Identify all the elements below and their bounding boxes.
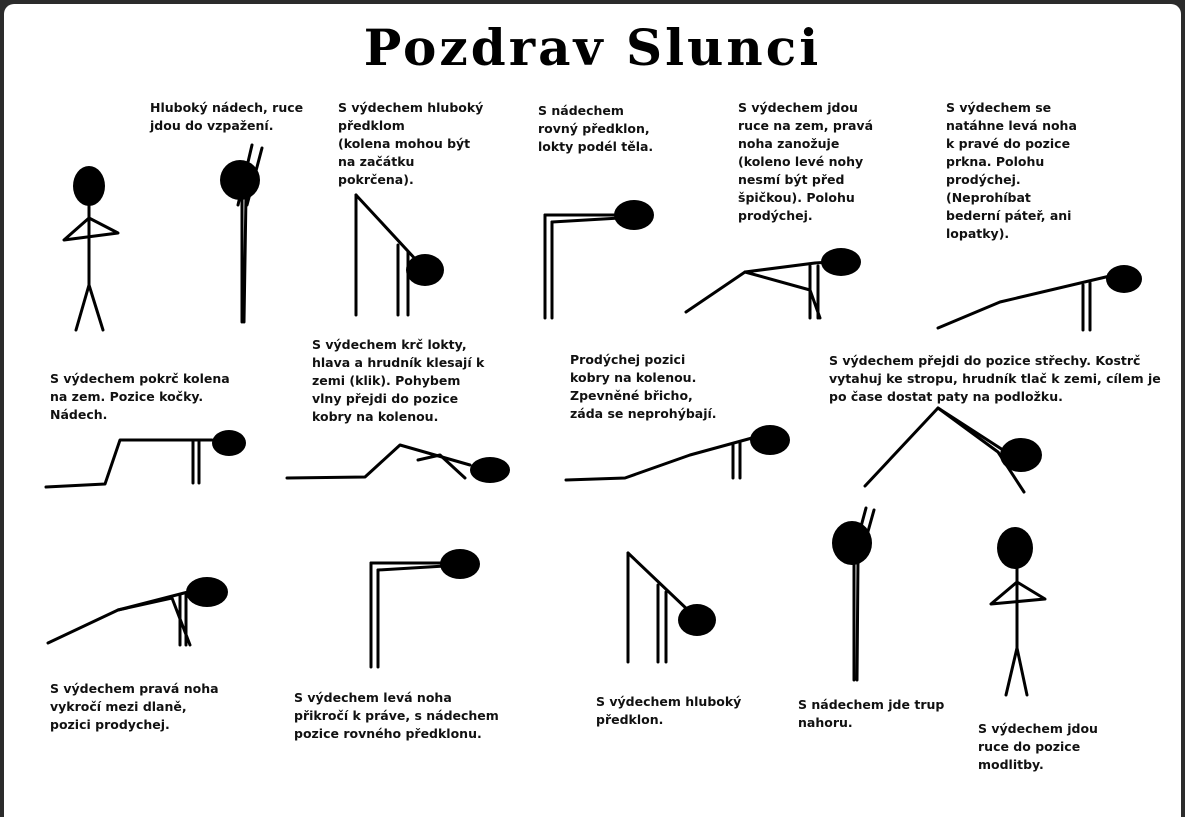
- step-caption-12: S výdechem levá noha přikročí k práve, s nádechem pozice rovného předklonu.: [294, 690, 499, 741]
- step-caption-15: S výdechem jdou ruce do pozice modlitby.: [978, 721, 1098, 772]
- figure-step-3-forward-bend: [356, 195, 444, 315]
- step-caption-13: S výdechem hluboký předklon.: [596, 694, 742, 727]
- step-caption-5: S výdechem jdou ruce na zem, pravá noha zanožuje (koleno levé nohy nesmí být před špičkou). Polohu prodýchej.: [738, 100, 873, 223]
- step-caption-9: Prodýchej pozici kobry na kolenou. Zpevněné břicho, záda se neprohýbají.: [570, 352, 717, 421]
- step-caption-11: S výdechem pravá noha vykročí mezi dlaně, pozici prodychej.: [50, 681, 219, 732]
- figure-step-12-half-lift: [371, 549, 480, 667]
- figure-step-9-cobra: [566, 425, 790, 480]
- figure-step-10-roof: [865, 408, 1042, 492]
- figure-step-2-arms-up: [220, 145, 262, 322]
- figure-step-7-cat: [46, 430, 246, 487]
- step-caption-3: S výdechem hluboký předklom (kolena mohou být na začátku pokrčena).: [338, 100, 484, 187]
- step-caption-8: S výdechem krč lokty, hlava a hrudník klesají k zemi (klik). Pohybem vlny přejdi do pozice kobry na kolenou.: [312, 337, 485, 424]
- figure-step-14-arms-up: [832, 508, 874, 680]
- figure-step-4-half-lift: [545, 200, 654, 318]
- figure-step-15-prayer: [991, 527, 1045, 695]
- step-caption-4: S nádechem rovný předklon, lokty podél těla.: [538, 103, 654, 154]
- step-caption-10: S výdechem přejdi do pozice střechy. Kostrč vytahuj ke stropu, hrudník tlač k zemi, cílem je po čase dostat paty na podložku.: [829, 353, 1161, 404]
- figure-step-6-plank: [938, 265, 1142, 330]
- step-caption-7: S výdechem pokrč kolena na zem. Pozice kočky. Nádech.: [50, 371, 230, 422]
- page-title: Pozdrav Slunci: [363, 18, 822, 77]
- figure-step-1-prayer: [64, 166, 118, 330]
- figure-step-8-pushup: [287, 445, 510, 483]
- step-caption-14: S nádechem jde trup nahoru.: [798, 697, 945, 730]
- step-caption-2: Hluboký nádech, ruce jdou do vzpažení.: [150, 100, 304, 133]
- figure-step-11-lunge: [48, 577, 228, 645]
- figure-step-5-lunge: [686, 248, 861, 318]
- figure-step-13-forward-bend: [628, 553, 716, 662]
- step-caption-6: S výdechem se natáhne levá noha k pravé do pozice prkna. Polohu prodýchej. (Neprohíbat bederní páteř, ani lopatky).: [946, 100, 1077, 241]
